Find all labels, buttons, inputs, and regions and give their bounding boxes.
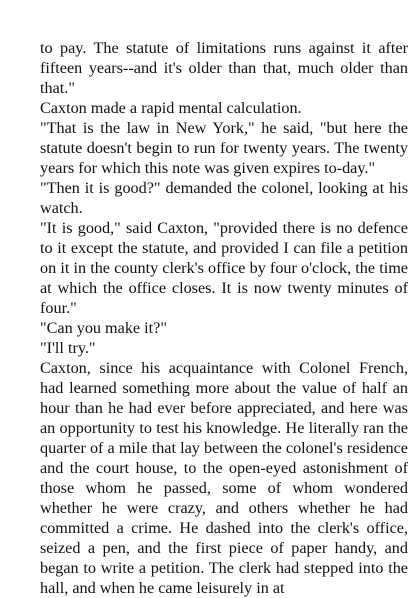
paragraph: Caxton made a rapid mental calculation. — [40, 99, 302, 117]
paragraph: to pay. The statute of limitations runs against it after fifteen years--and it's older than that, much older than that." — [40, 39, 408, 97]
paragraph: "It is good," said Caxton, "provided there is no defence to it except the statute, and provided I can file a petition on it in the county clerk's office by four o'clock, the time at which the office closes. It is now twenty minutes of four." — [40, 219, 408, 317]
paragraph: Caxton, since his acquaintance with Colonel French, had learned something more about the value of half an hour than he had ever before appreciated, and here was an opportunity to test his knowledge. He literally ran the quarter of a mile that lay between the colonel's residence and the court house, to the open-eyed astonishment of those whom he passed, some of whom wondered whether he were crazy, and others whether he had committed a crime. He dashed into the clerk's office, seized a pen, and the first piece of paper handy, and began to write a petition. The clerk had stepped into the hall, and when he came leisurely in at — [40, 359, 408, 597]
paragraph: "I'll try." — [40, 339, 96, 357]
paragraph: "Then it is good?" demanded the colonel, looking at his watch. — [40, 179, 408, 217]
paragraph: "Can you make it?" — [40, 319, 167, 337]
paragraph: "That is the law in New York," he said, "but here the statute doesn't begin to run for twenty years. The twenty years for which this note was given expires to-day." — [40, 119, 408, 177]
